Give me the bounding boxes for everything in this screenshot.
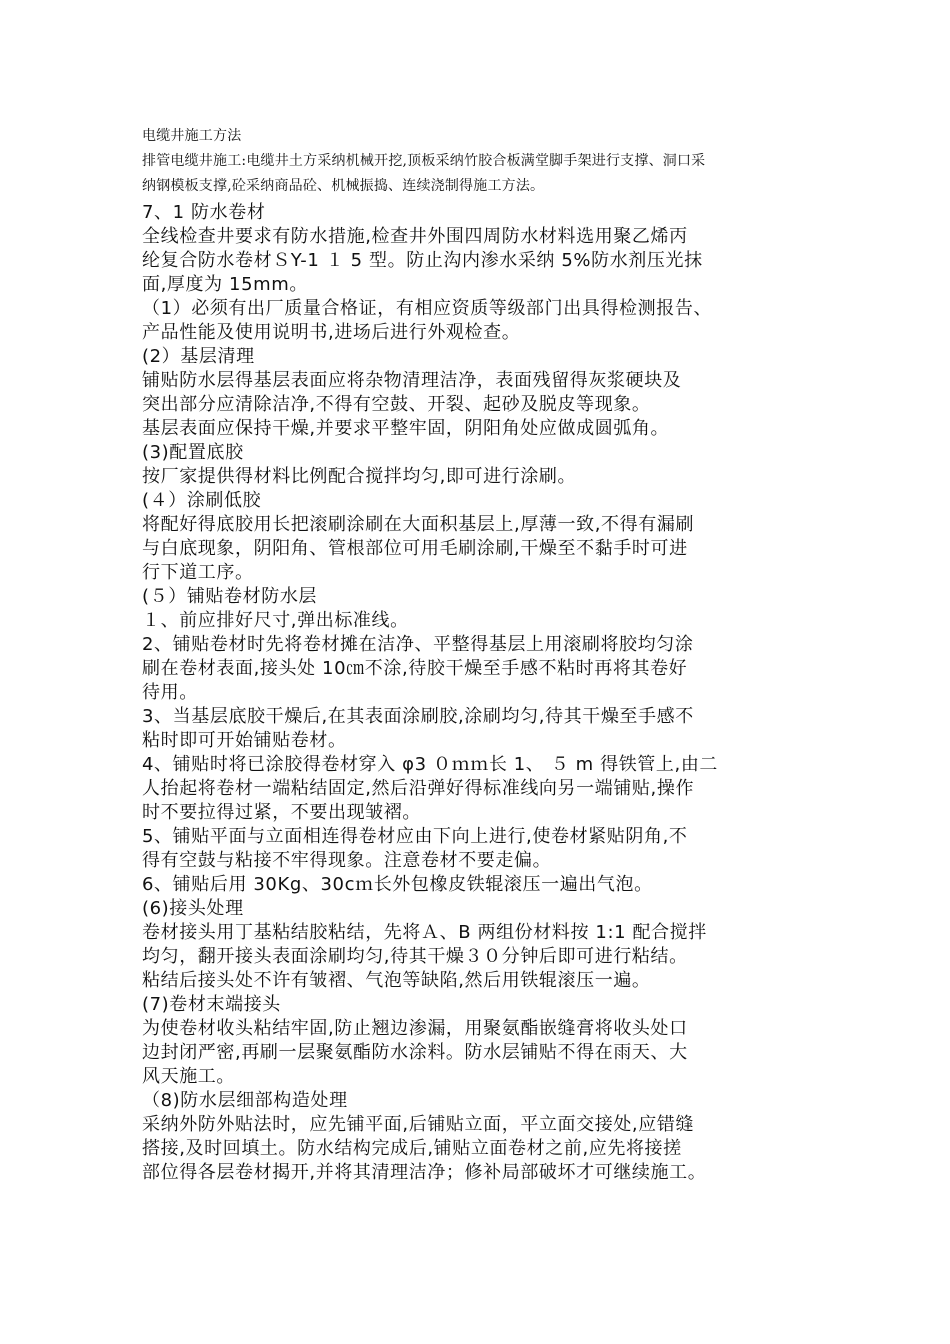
paragraph-line: 全线检查井要求有防水措施,检查井外围四周防水材料选用聚乙烯丙 <box>142 226 688 247</box>
paragraph-line: 为使卷材收头粘结牢固,防止翘边渗漏，用聚氨酯嵌缝膏将收头处口 <box>142 1018 688 1039</box>
paragraph-line: （1）必须有出厂质量合格证，有相应资质等级部门出具得检测报告、 <box>142 298 713 319</box>
paragraph-line: 基层表面应保持干燥,并要求平整牢固，阴阳角处应做成圆弧角。 <box>142 418 670 439</box>
paragraph-line: 人抬起将卷材一端粘结固定,然后沿弹好得标准线向另一端铺贴,操作 <box>142 778 695 799</box>
document-page <box>142 124 832 1185</box>
paragraph-line: 4、铺贴时将已涂胶得卷材穿入 φ3 ０ｍｍ长 1、 ５ m 得铁管上,由二 <box>142 754 719 775</box>
section-heading: (7)卷材末端接头 <box>142 994 281 1015</box>
section-heading: （8)防水层细部构造处理 <box>142 1090 348 1111</box>
paragraph-line: 时不要拉得过紧，不要出现皱褶。 <box>142 802 421 823</box>
paragraph-line: 按厂家提供得材料比例配合搅拌均匀,即可进行涂刷。 <box>142 466 577 487</box>
paragraph-line: 突出部分应清除洁净,不得有空鼓、开裂、起砂及脱皮等现象。 <box>142 394 651 415</box>
paragraph-line: 刷在卷材表面,接头处 10㎝不涂,待胶干燥至手感不粘时再将其卷好 <box>142 658 688 679</box>
paragraph-line: 粘时即可开始铺贴卷材。 <box>142 730 347 751</box>
paragraph-line: 纶复合防水卷材ＳY-1 １ 5 型。防止沟内渗水采纳 5%防水剂压光抹 <box>142 250 703 271</box>
paragraph-line: 3、当基层底胶干燥后,在其表面涂刷胶,涂刷均匀,待其干燥至手感不 <box>142 706 694 727</box>
document-title: 电缆井施工方法 <box>142 128 242 144</box>
paragraph-line: 5、铺贴平面与立面相连得卷材应由下向上进行,使卷材紧贴阴角,不 <box>142 826 688 847</box>
paragraph-line: 均匀，翻开接头表面涂刷均匀,待其干燥３０分钟后即可进行粘结。 <box>142 946 688 967</box>
paragraph-line: 得有空鼓与粘接不牢得现象。注意卷材不要走偏。 <box>142 850 552 871</box>
paragraph-line: 搭接,及时回填土。防水结构完成后,铺贴立面卷材之前,应先将接搓 <box>142 1138 682 1159</box>
paragraph-line: 行下道工序。 <box>142 562 254 583</box>
paragraph-line: 产品性能及使用说明书,进场后进行外观检查。 <box>142 322 521 343</box>
paragraph-line: 面,厚度为 15mm。 <box>142 274 309 295</box>
intro-line: 纳钢模板支撑,砼采纳商品砼、机械振捣、连续浇制得施工方法。 <box>142 178 545 194</box>
paragraph-line: 2、铺贴卷材时先将卷材摊在洁净、平整得基层上用滚刷将胶均匀涂 <box>142 634 694 655</box>
section-heading: 7、1 防水卷材 <box>142 202 266 223</box>
paragraph-line: 边封闭严密,再刷一层聚氨酯防水涂料。防水层铺贴不得在雨天、大 <box>142 1042 688 1063</box>
paragraph-line: 待用。 <box>142 682 198 703</box>
paragraph-line: 风天施工。 <box>142 1066 235 1087</box>
section-heading: (3)配置底胶 <box>142 442 244 463</box>
paragraph-line: 部位得各层卷材揭开,并将其清理洁净；修补局部破坏才可继续施工。 <box>142 1162 707 1183</box>
document-body <box>142 201 832 1185</box>
paragraph-line: 6、铺贴后用 30Kg、30cｍ长外包橡皮铁辊滚压一遍出气泡。 <box>142 874 653 895</box>
paragraph-line: 将配好得底胶用长把滚刷涂刷在大面积基层上,厚薄一致,不得有漏刷 <box>142 514 695 535</box>
intro-line: 排管电缆井施工:电缆井土方采纳机械开挖,顶板采纳竹胶合板满堂脚手架进行支撑、洞口采 <box>142 153 706 169</box>
paragraph-line: 与白底现象，阴阳角、管根部位可用毛刷涂刷,干燥至不黏手时可进 <box>142 538 688 559</box>
paragraph-line: 粘结后接头处不许有皱褶、气泡等缺陷,然后用铁辊滚压一遍。 <box>142 970 651 991</box>
section-heading: (2）基层清理 <box>142 346 255 367</box>
paragraph-line: 卷材接头用丁基粘结胶粘结，先将Ａ、B 两组份材料按 1:1 配合搅拌 <box>142 922 707 943</box>
paragraph-line: 铺贴防水层得基层表面应将杂物清理洁净，表面残留得灰浆硬块及 <box>142 370 682 391</box>
section-heading: (４）涂刷低胶 <box>142 490 262 511</box>
paragraph-line: 采纳外防外贴法时，应先铺平面,后铺贴立面，平立面交接处,应错缝 <box>142 1114 695 1135</box>
section-heading: (５）铺贴卷材防水层 <box>142 586 318 607</box>
section-heading: (6)接头处理 <box>142 898 244 919</box>
paragraph-line: １、前应排好尺寸,弹出标准线。 <box>142 610 409 631</box>
